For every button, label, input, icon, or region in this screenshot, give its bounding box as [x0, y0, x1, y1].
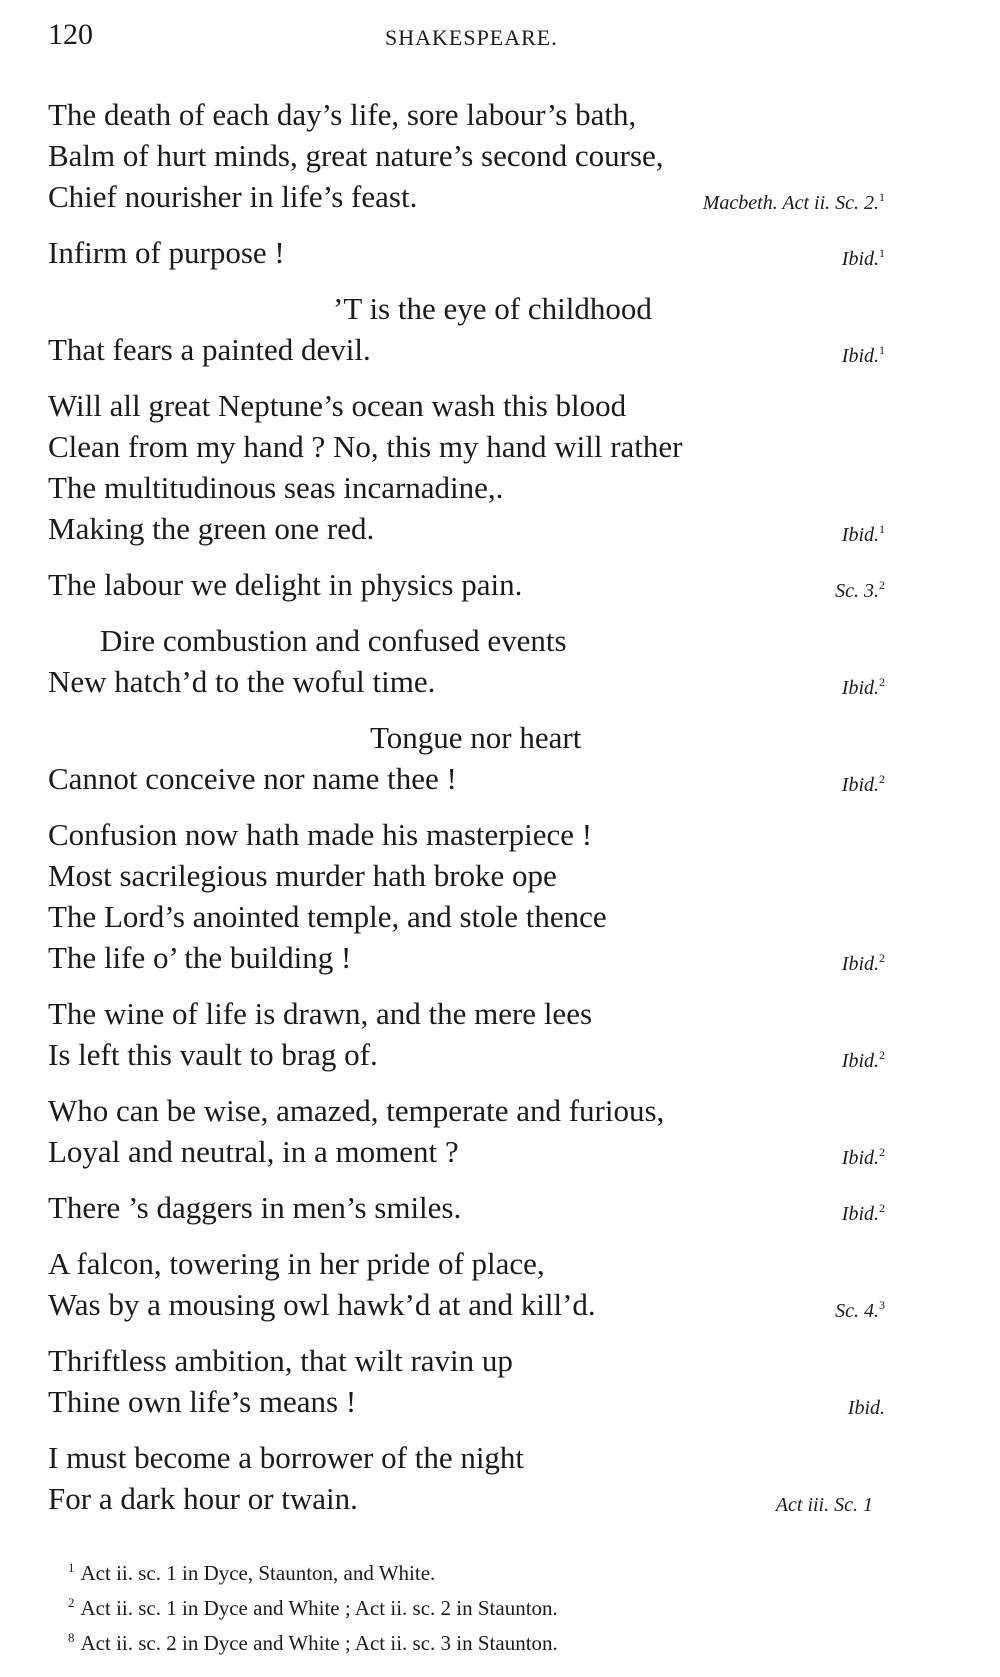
citation-text: Ibid. — [841, 1203, 879, 1225]
quote-line: Making the green one red. — [48, 511, 375, 546]
quote-citation — [842, 675, 885, 700]
quote-line: Balm of hurt minds, great nature’s second course, — [48, 138, 664, 173]
quote-line: Tongue nor heart — [370, 720, 582, 755]
footnote-ref: 1 — [879, 522, 885, 536]
quote-citation — [835, 1298, 885, 1323]
quote-citation — [776, 1492, 873, 1517]
quote-citation — [842, 1201, 885, 1226]
citation-text: Ibid. — [841, 1147, 879, 1169]
quote-line: Clean from my hand ? No, this my hand will rather — [48, 429, 683, 464]
quote-line: Infirm of purpose ! — [48, 235, 285, 270]
quote-line: The multitudinous seas incarnadine,. — [48, 470, 504, 505]
quote-line: The wine of life is drawn, and the mere lees — [48, 996, 593, 1031]
footnotes — [68, 1553, 928, 1658]
footnote-ref: 2 — [879, 772, 885, 786]
citation-text: Macbeth. Act ii. Sc. 2. — [702, 192, 879, 214]
citation-text: Ibid. — [841, 524, 879, 546]
citation-text: Ibid. — [841, 248, 879, 270]
citation-text: Act iii. Sc. 1 — [775, 1494, 873, 1516]
footnote-ref: 1 — [879, 246, 885, 260]
quote-citation — [703, 190, 885, 215]
footnote-ref: 2 — [879, 1201, 885, 1215]
quote — [48, 1340, 953, 1422]
footnote — [68, 1623, 928, 1658]
quote-line: A falcon, towering in her pride of place, — [48, 1246, 545, 1281]
footnote-mark: 1 — [68, 1560, 75, 1575]
quote-line: For a dark hour or twain. — [48, 1481, 358, 1516]
quote-line: Most sacrilegious murder hath broke ope — [48, 858, 557, 893]
quote — [48, 564, 953, 605]
quote-line: ’T is the eye of childhood — [333, 291, 652, 326]
quote-line: Loyal and neutral, in a moment ? — [48, 1134, 459, 1169]
footnote-ref: 2 — [879, 675, 885, 689]
footnote — [68, 1588, 928, 1623]
quote — [48, 288, 953, 370]
running-title: SHAKESPEARE. — [385, 25, 558, 50]
quote — [48, 1090, 953, 1172]
quote — [48, 814, 953, 978]
footnote-ref: 2 — [879, 578, 885, 592]
quote-citation — [842, 246, 885, 271]
citation-text: Ibid. — [847, 1397, 885, 1419]
quote-citation — [842, 951, 885, 976]
quote-citation — [842, 522, 885, 547]
citation-text: Ibid. — [841, 677, 879, 699]
quote — [48, 1187, 953, 1228]
quote-line: New hatch’d to the woful time. — [48, 664, 436, 699]
quote — [48, 620, 953, 702]
quote-line: The life o’ the building ! — [48, 940, 352, 975]
quote — [48, 993, 953, 1075]
footnote-ref: 2 — [879, 1145, 885, 1159]
quote-citation — [842, 772, 885, 797]
footnote — [68, 1553, 928, 1588]
citation-text: Sc. 4. — [835, 1300, 879, 1322]
quote-line: Is left this vault to brag of. — [48, 1037, 378, 1072]
quote-line: Thriftless ambition, that wilt ravin up — [48, 1343, 513, 1378]
footnote-ref: 1 — [879, 190, 885, 204]
footnote-ref: 2 — [879, 951, 885, 965]
footnote-text: Act ii. sc. 1 in Dyce, Staunton, and White. — [80, 1561, 436, 1585]
footnote-text: Act ii. sc. 2 in Dyce and White ; Act ii. sc. 3 in Staunton. — [80, 1631, 558, 1655]
quote-line: Thine own life’s means ! — [48, 1384, 357, 1419]
quote — [48, 717, 953, 799]
quote-line: The death of each day’s life, sore labour’s bath, — [48, 97, 637, 132]
quote-citation — [842, 1145, 885, 1170]
quote-line: That fears a painted devil. — [48, 332, 371, 367]
quote-line: Cannot conceive nor name thee ! — [48, 761, 457, 796]
quote-line: There ’s daggers in men’s smiles. — [48, 1190, 462, 1225]
quotations — [48, 94, 953, 1534]
quote — [48, 232, 953, 273]
quote-line: I must become a borrower of the night — [48, 1440, 525, 1475]
quote-citation — [848, 1395, 885, 1420]
page-number: 120 — [48, 18, 93, 51]
citation-text: Ibid. — [841, 345, 879, 367]
quote-line: The Lord’s anointed temple, and stole thence — [48, 899, 607, 934]
quote-line: Was by a mousing owl hawk’d at and kill’d. — [48, 1287, 596, 1322]
quote-line: Will all great Neptune’s ocean wash this blood — [48, 388, 627, 423]
footnote-text: Act ii. sc. 1 in Dyce and White ; Act ii. sc. 2 in Staunton. — [80, 1596, 558, 1620]
footnote-ref: 3 — [879, 1298, 885, 1312]
quote-line: Dire combustion and confused events — [100, 623, 567, 658]
quote — [48, 1243, 953, 1325]
quote-line: Chief nourisher in life’s feast. — [48, 179, 418, 214]
quote-citation — [842, 1048, 885, 1073]
citation-text: Ibid. — [841, 774, 879, 796]
citation-text: Ibid. — [841, 953, 879, 975]
quote-line: Who can be wise, amazed, temperate and furious, — [48, 1093, 665, 1128]
footnote-ref: 2 — [879, 1048, 885, 1062]
quote-citation — [835, 578, 885, 603]
citation-text: Sc. 3. — [835, 580, 879, 602]
footnote-ref: 1 — [879, 343, 885, 357]
quote — [48, 94, 953, 217]
quote-line: Confusion now hath made his masterpiece ! — [48, 817, 593, 852]
quote — [48, 1437, 953, 1519]
citation-text: Ibid. — [841, 1050, 879, 1072]
footnote-mark: 8 — [68, 1630, 75, 1645]
quote — [48, 385, 953, 549]
footnote-mark: 2 — [68, 1595, 75, 1610]
quote-citation — [842, 343, 885, 368]
quote-line: The labour we delight in physics pain. — [48, 567, 523, 602]
